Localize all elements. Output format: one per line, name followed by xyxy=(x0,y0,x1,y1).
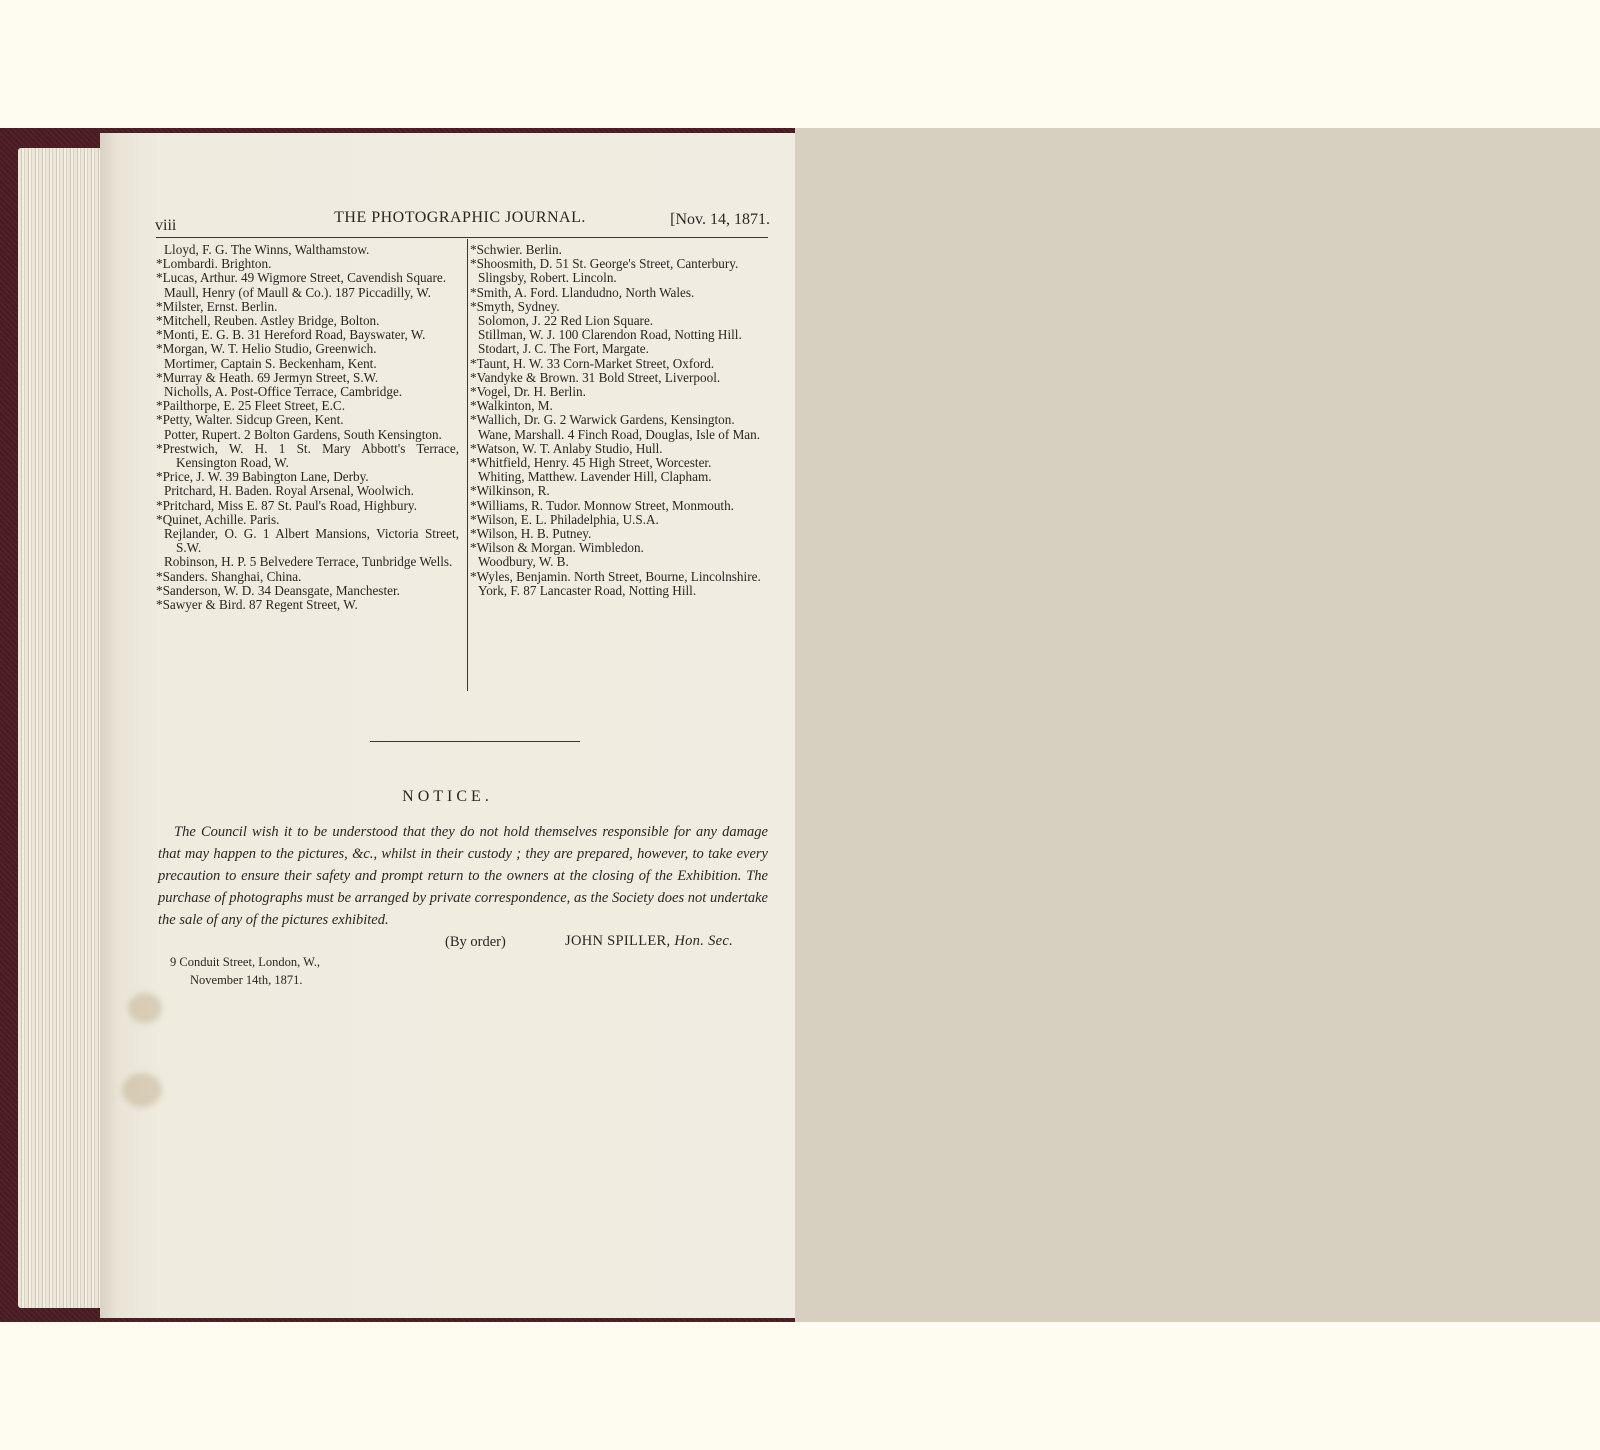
issue-date: [Nov. 14, 1871. xyxy=(670,211,770,228)
page-edges xyxy=(18,148,108,1308)
member-entry: Nicholls, A. Post-Office Terrace, Cambridge. xyxy=(164,384,403,400)
member-entry: *Sanderson, W. D. 34 Deansgate, Manchester. xyxy=(156,582,400,598)
member-entry: *Petty, Walter. Sidcup Green, Kent. xyxy=(156,412,344,428)
member-entry: Slingsby, Robert. Lincoln. xyxy=(478,270,617,286)
page-number: viii xyxy=(155,217,177,234)
member-entry: Robinson, H. P. 5 Belvedere Terrace, Tunbridge Wells. xyxy=(164,554,453,570)
running-header xyxy=(150,209,770,235)
header-rule xyxy=(156,237,768,238)
member-entry: *Wyles, Benjamin. North Street, Bourne, Lincolnshire. xyxy=(470,568,761,584)
member-entry: York, F. 87 Lancaster Road, Notting Hill. xyxy=(478,582,697,598)
member-entry: Whiting, Matthew. Lavender Hill, Clapham. xyxy=(478,469,712,485)
signature xyxy=(565,933,733,950)
member-entry: Potter, Rupert. 2 Bolton Gardens, South Kensington. xyxy=(164,426,442,442)
member-entry: Stodart, J. C. The Fort, Margate. xyxy=(478,341,649,357)
member-entry: *Pritchard, Miss E. 87 St. Paul's Road, Highbury. xyxy=(156,497,417,513)
column-divider xyxy=(467,239,468,691)
address-line: 9 Conduit Street, London, W., xyxy=(170,955,320,969)
member-entry: *Walkinton, M. xyxy=(470,398,553,414)
member-entry: *Wallich, Dr. G. 2 Warwick Gardens, Kensington. xyxy=(470,412,735,428)
member-entry: *Wilson, E. L. Philadelphia, U.S.A. xyxy=(470,511,659,527)
member-entry: Rejlander, O. G. 1 Albert Mansions, Victoria Street, S.W. xyxy=(164,526,459,556)
signer-title: Hon. Sec. xyxy=(674,933,734,949)
member-entry: *Quinet, Achille. Paris. xyxy=(156,511,280,527)
member-entry: *Taunt, H. W. 33 Corn-Market Street, Oxford. xyxy=(470,355,715,371)
member-entry: *Wilson, H. B. Putney. xyxy=(470,526,592,542)
member-entry: *Whitfield, Henry. 45 High Street, Worcester. xyxy=(470,455,712,471)
date-line: November 14th, 1871. xyxy=(190,973,303,987)
notice-heading: NOTICE. xyxy=(402,788,493,805)
member-entry: *Smyth, Sydney. xyxy=(470,298,560,314)
address-block xyxy=(170,953,320,989)
member-entry: *Murray & Heath. 69 Jermyn Street, S.W. xyxy=(156,369,379,385)
foxing-stain xyxy=(128,993,162,1023)
member-entry: *Mitchell, Reuben. Astley Bridge, Bolton. xyxy=(156,313,380,329)
member-list-right xyxy=(470,243,770,598)
member-entry: Wane, Marshall. 4 Finch Road, Douglas, Isle of Man. xyxy=(478,426,761,442)
member-entry: Solomon, J. 22 Red Lion Square. xyxy=(478,313,654,329)
member-list-left xyxy=(156,243,459,612)
member-entry: *Smith, A. Ford. Llandudno, North Wales. xyxy=(470,284,695,300)
member-entry: *Vandyke & Brown. 31 Bold Street, Liverpool. xyxy=(470,369,721,385)
member-entry: Pritchard, H. Baden. Royal Arsenal, Woolwich. xyxy=(164,483,414,499)
member-entry: Maull, Henry (of Maull & Co.). 187 Piccadilly, W. xyxy=(164,284,431,300)
member-entry: *Vogel, Dr. H. Berlin. xyxy=(470,384,586,400)
member-entry: *Watson, W. T. Anlaby Studio, Hull. xyxy=(470,440,663,456)
member-entry: *Price, J. W. 39 Babington Lane, Derby. xyxy=(156,469,369,485)
member-entry: Lloyd, F. G. The Winns, Walthamstow. xyxy=(164,242,370,257)
member-entry: Woodbury, W. B. xyxy=(478,554,569,570)
member-entry: *Wilkinson, R. xyxy=(470,483,550,499)
notice-body: The Council wish it to be understood that they do not hold themselves responsible for any damage that may happen to the pictures, &c., whilst in their custody ; they are prepared, however, to take every precaution to ensure their safety and prompt return to the owners at the closing of the Exhibition. The purchase of photographs must be arranged by private correspondence, as the Society does not undertake the sale of any of the pictures exhibited. xyxy=(158,824,768,928)
member-entry: *Sawyer & Bird. 87 Regent Street, W. xyxy=(156,597,358,613)
background-panel xyxy=(795,128,1600,1322)
member-entry: *Shoosmith, D. 51 St. George's Street, Canterbury. xyxy=(470,256,739,272)
by-order: (By order) xyxy=(445,934,506,950)
member-entry: *Milster, Ernst. Berlin. xyxy=(156,298,278,314)
member-entry: *Morgan, W. T. Helio Studio, Greenwich. xyxy=(156,341,377,357)
member-entry: Stillman, W. J. 100 Clarendon Road, Notting Hill. xyxy=(478,327,742,343)
member-entry: *Lombardi. Brighton. xyxy=(156,256,272,272)
journal-title: THE PHOTOGRAPHIC JOURNAL. xyxy=(334,209,586,226)
member-entry: *Monti, E. G. B. 31 Hereford Road, Bayswater, W. xyxy=(156,327,426,343)
member-entry: *Wilson & Morgan. Wimbledon. xyxy=(470,540,644,556)
section-rule xyxy=(370,741,580,742)
member-entry: Mortimer, Captain S. Beckenham, Kent. xyxy=(164,355,377,371)
member-entry: *Sanders. Shanghai, China. xyxy=(156,568,302,584)
signer-name: JOHN SPILLER, xyxy=(565,933,671,949)
member-entry: *Williams, R. Tudor. Monnow Street, Monmouth. xyxy=(470,497,734,513)
member-entry: *Schwier. Berlin. xyxy=(470,242,562,257)
member-entry: *Prestwich, W. H. 1 St. Mary Abbott's Terrace, Kensington Road, W. xyxy=(156,440,459,471)
member-entry: *Pailthorpe, E. 25 Fleet Street, E.C. xyxy=(156,398,345,414)
journal-page xyxy=(100,133,795,1318)
foxing-stain xyxy=(122,1073,162,1107)
member-entry: *Lucas, Arthur. 49 Wigmore Street, Cavendish Square. xyxy=(156,270,447,286)
